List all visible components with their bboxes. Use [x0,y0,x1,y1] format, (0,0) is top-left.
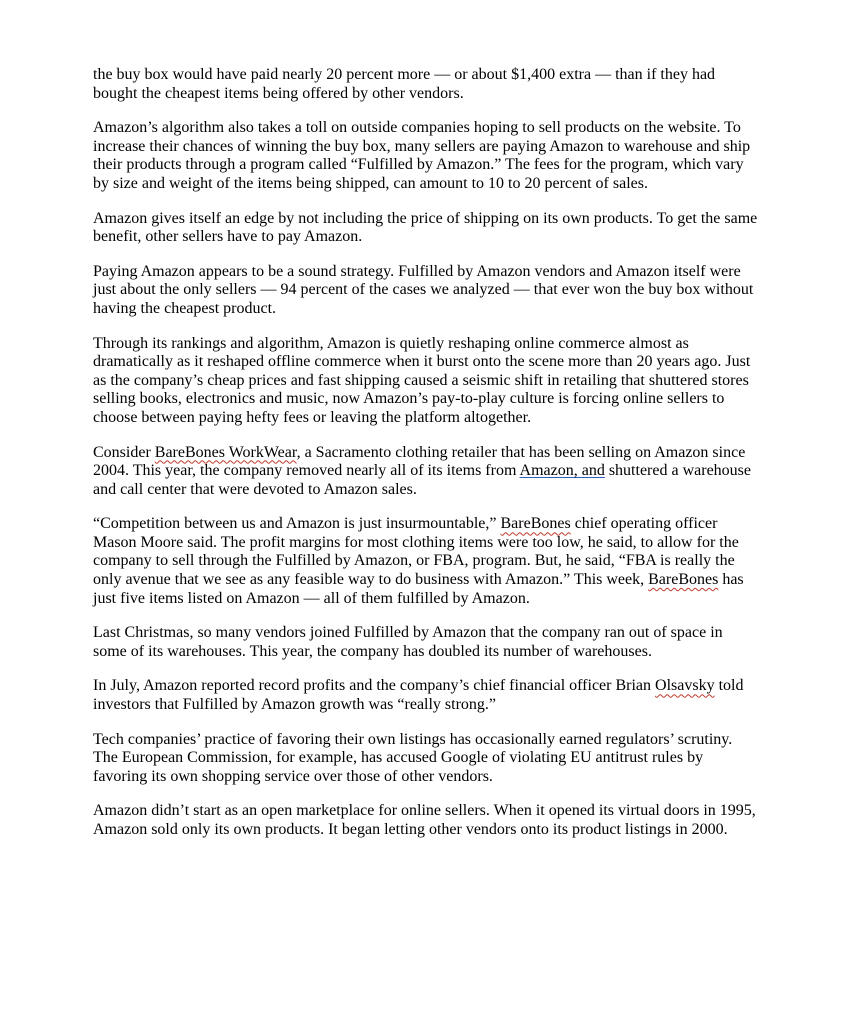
text-run: Consider [93,443,155,461]
hyperlink-amazon[interactable]: Amazon, and [519,462,605,480]
paragraph-4: Paying Amazon appears to be a sound strategy. Fulfilled by Amazon vendors and Amazon itself were just about the only sellers — 94 percent of the cases we analyzed — that ever won the buy box without having the cheapest product. [93,262,754,317]
misspelled-word-olsavsky[interactable]: Olsavsky [655,677,715,695]
paragraph-7 [93,515,758,608]
text-run: , a Sacramento clothing retailer that has been selling on Amazon since 2004. This year, the company removed nearly all of its items from [93,443,746,480]
paragraph-10: Tech companies’ practice of favoring their own listings has occasionally earned regulators’ scrutiny. The European Commission, for example, has accused Google of violating EU antitrust rules by favoring its own shopping service over those of other vendors. [93,730,733,785]
text-run: told investors that Fulfilled by Amazon growth was “really strong.” [93,677,744,714]
paragraph-2: Amazon’s algorithm also takes a toll on outside companies hoping to sell products on the website. To increase their chances of winning the buy box, many sellers are paying Amazon to warehouse and ship their products through a program called “Fulfilled by Amazon.” The fees for the program, which vary by size and weight of the items being shipped, can amount to 10 to 20 percent of sales. [93,119,751,192]
misspelled-word-barebones[interactable]: BareBones [648,571,719,589]
paragraph-11: Amazon didn’t start as an open marketplace for online sellers. When it opened its virtual doors in 1995, Amazon sold only its own products. It began letting other vendors onto its product listings in 2000. [93,802,756,838]
misspelled-word-barebones-workwear[interactable]: BareBones WorkWear [154,443,297,461]
document-page [93,66,758,856]
paragraph-1: the buy box would have paid nearly 20 percent more — or about $1,400 extra — than if they had bought the cheapest items being offered by other vendors. [93,66,716,102]
text-run: shuttered a warehouse and call center that were devoted to Amazon sales. [93,462,751,498]
text-run: has just five items listed on Amazon — all of them fulfilled by Amazon. [93,571,744,607]
paragraph-6 [93,444,758,500]
paragraph-9 [93,677,758,714]
paragraph-3: Amazon gives itself an edge by not including the price of shipping on its own products. To get the same benefit, other sellers have to pay Amazon. [93,209,758,246]
misspelled-word-barebones[interactable]: BareBones [500,515,571,533]
text-run: chief operating officer Mason Moore said. The profit margins for most clothing items were too low, he said, to allow for the company to sell through the Fulfilled by Amazon, or FBA, program. But, he said, “FBA is really the only avenue that we see as any feasible way to do business with Amazon.” This week, [93,515,739,589]
text-run: “Competition between us and Amazon is just insurmountable,” [93,515,501,533]
text-run: In July, Amazon reported record profits and the company’s chief financial officer Brian [93,677,656,695]
paragraph-5: Through its rankings and algorithm, Amazon is quietly reshaping online commerce almost as dramatically as it reshaped offline commerce when it burst onto the scene more than 20 years ago. Just as the company’s cheap prices and fast shipping caused a seismic shift in retailing that shuttered stores selling books, electronics and music, now Amazon’s pay-to-play culture is forcing online sellers to choose between paying hefty fees or leaving the platform altogether. [93,334,751,426]
paragraph-8: Last Christmas, so many vendors joined Fulfilled by Amazon that the company ran out of space in some of its warehouses. This year, the company has doubled its number of warehouses. [93,624,723,660]
